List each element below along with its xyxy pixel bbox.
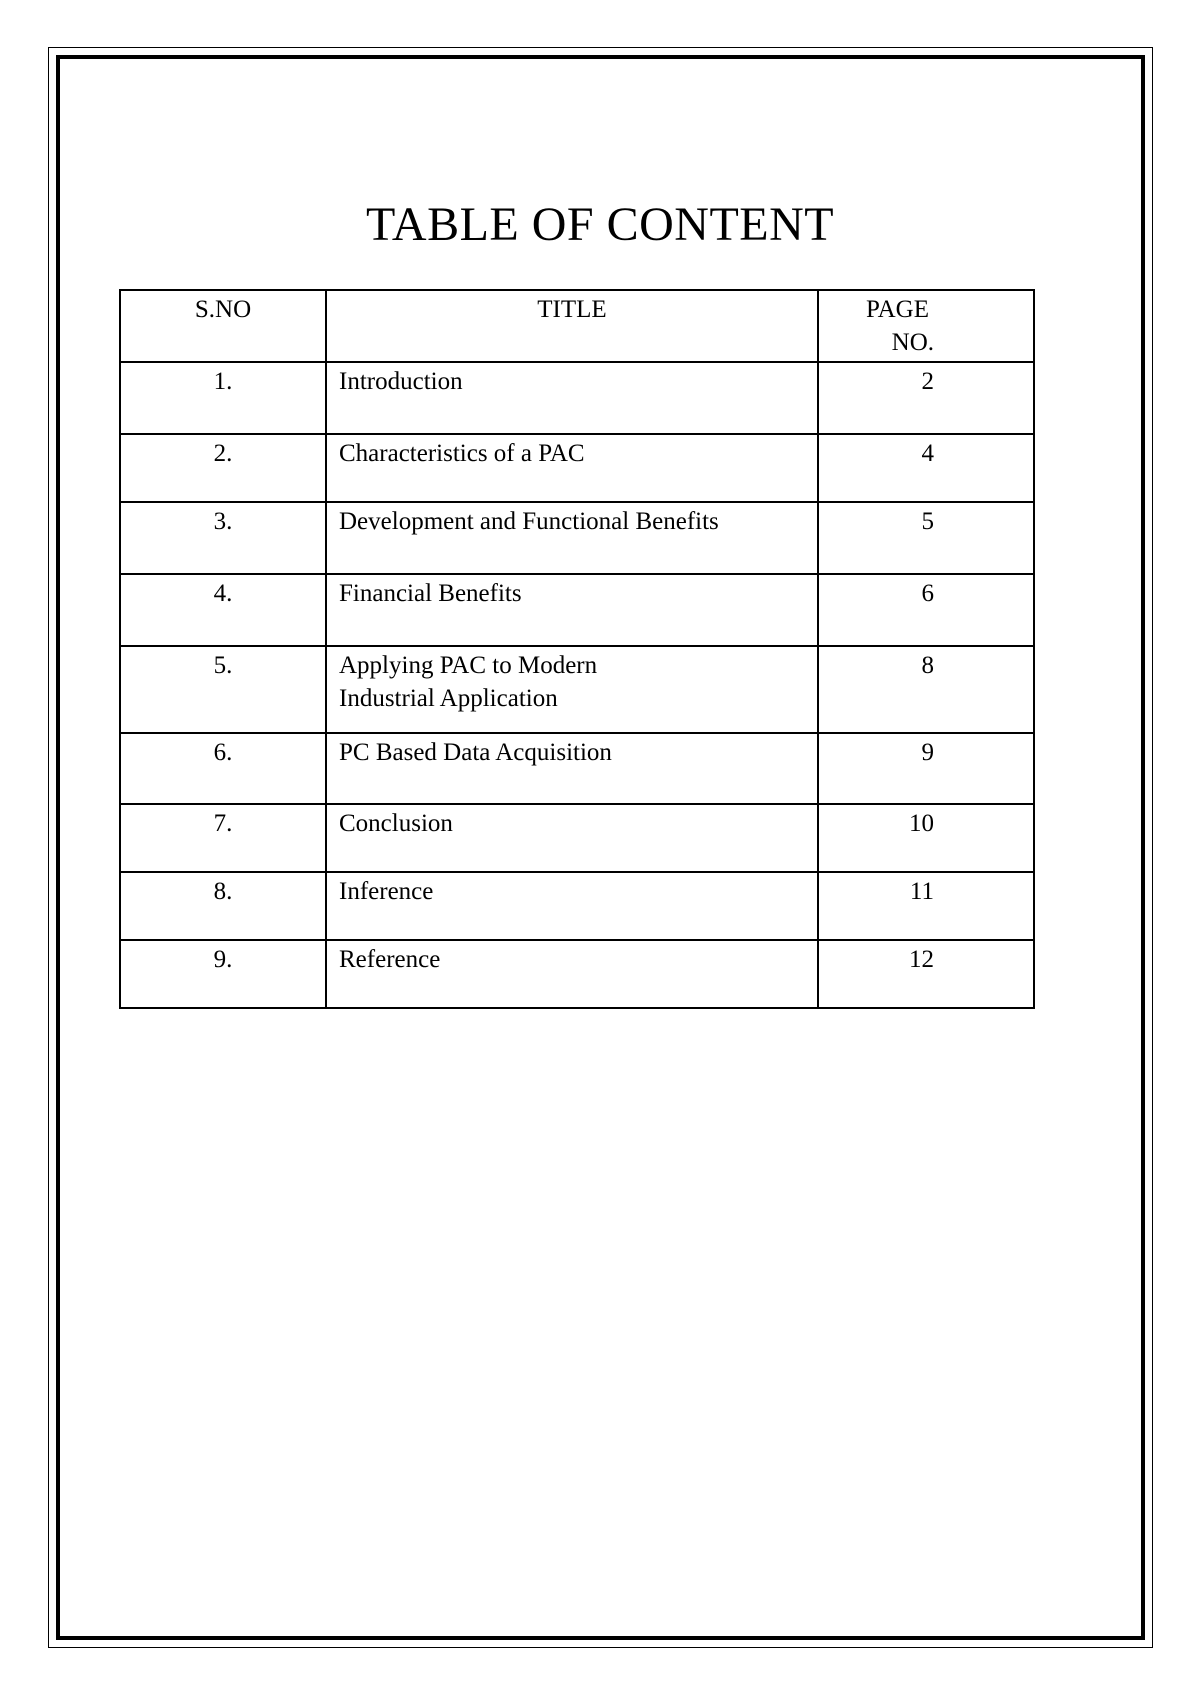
row-title-line: PC Based Data Acquisition bbox=[339, 739, 612, 766]
header-title: TITLE bbox=[326, 290, 818, 362]
row-title[interactable] bbox=[326, 362, 818, 434]
row-page-number: 6 bbox=[818, 574, 1034, 646]
row-title-line: Development and Functional Benefits bbox=[339, 508, 719, 535]
table-row bbox=[120, 940, 1034, 1008]
table-row bbox=[120, 434, 1034, 502]
row-sno: 9. bbox=[120, 940, 326, 1008]
row-title-line: Financial Benefits bbox=[339, 580, 522, 607]
table-row bbox=[120, 362, 1034, 434]
row-title[interactable] bbox=[326, 804, 818, 872]
row-sno: 7. bbox=[120, 804, 326, 872]
row-title-line: Inference bbox=[339, 878, 434, 905]
row-page-number: 2 bbox=[818, 362, 1034, 434]
row-title-line: Industrial Application bbox=[339, 685, 558, 712]
row-title-line: Conclusion bbox=[339, 810, 453, 837]
row-page-number: 11 bbox=[818, 872, 1034, 940]
table-header-row bbox=[120, 290, 1034, 362]
row-sno: 4. bbox=[120, 574, 326, 646]
table-of-contents bbox=[119, 289, 1035, 1009]
table-row bbox=[120, 804, 1034, 872]
header-sno: S.NO bbox=[120, 290, 326, 362]
row-title[interactable] bbox=[326, 646, 818, 733]
row-page-number: 4 bbox=[818, 434, 1034, 502]
row-page-number: 8 bbox=[818, 646, 1034, 733]
row-title-line: Introduction bbox=[339, 368, 463, 395]
row-title[interactable] bbox=[326, 940, 818, 1008]
header-page-line1: PAGE bbox=[866, 296, 929, 323]
table-row bbox=[120, 872, 1034, 940]
table-body bbox=[120, 362, 1034, 1008]
row-sno: 2. bbox=[120, 434, 326, 502]
row-sno: 5. bbox=[120, 646, 326, 733]
row-sno: 1. bbox=[120, 362, 326, 434]
row-sno: 6. bbox=[120, 733, 326, 804]
table-row bbox=[120, 574, 1034, 646]
row-page-number: 9 bbox=[818, 733, 1034, 804]
row-sno: 8. bbox=[120, 872, 326, 940]
table-row bbox=[120, 646, 1034, 733]
table-row bbox=[120, 733, 1034, 804]
row-title-line: Characteristics of a PAC bbox=[339, 440, 585, 467]
header-page-no bbox=[818, 290, 1034, 362]
row-title[interactable] bbox=[326, 434, 818, 502]
row-title[interactable] bbox=[326, 872, 818, 940]
row-title[interactable] bbox=[326, 733, 818, 804]
row-title-line: Applying PAC to Modern bbox=[339, 652, 598, 679]
row-title[interactable] bbox=[326, 574, 818, 646]
row-page-number: 12 bbox=[818, 940, 1034, 1008]
row-title[interactable] bbox=[326, 502, 818, 574]
page-title: TABLE OF CONTENT bbox=[365, 198, 835, 251]
row-page-number: 10 bbox=[818, 804, 1034, 872]
table-row bbox=[120, 502, 1034, 574]
row-sno: 3. bbox=[120, 502, 326, 574]
row-page-number: 5 bbox=[818, 502, 1034, 574]
row-title-line: Reference bbox=[339, 946, 441, 973]
header-page-line2: NO. bbox=[891, 329, 934, 356]
